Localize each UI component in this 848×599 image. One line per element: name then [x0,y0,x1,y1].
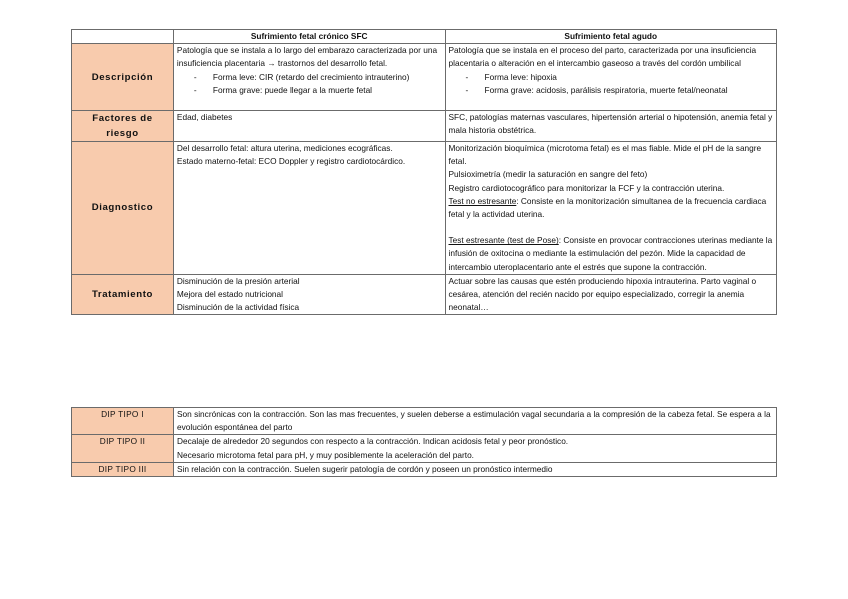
descripcion-agudo-list [449,71,773,97]
cell-descripcion-agudo [445,44,776,111]
test-no-estresante [449,195,773,221]
row-label-tratamiento: Tratamiento [72,274,174,315]
dip-table [71,407,777,477]
dip-label: DIP TIPO I [72,408,174,435]
diagnostico-cronico-line1: Del desarrollo fetal: altura uterina, mediciones ecográficas. [176,143,393,154]
cell-diagnostico-cronico [173,142,445,275]
dip-label: DIP TIPO III [72,462,174,476]
tratamiento-cronico-line1: Disminución de la presión arterial [176,275,300,286]
row-tratamiento [72,274,777,315]
descripcion-agudo-text: Patología que se instala en el proceso del parto, caracterizada por una insuficiencia placentaria o alteración en el intercambio gaseoso a través del cordón umbilical [448,45,757,69]
dip-label: DIP TIPO II [72,435,174,462]
header-cronico: Sufrimiento fetal crónico SFC [173,30,445,44]
tratamiento-cronico-line2: Mejora del estado nutricional [176,289,283,300]
dip-row [72,462,777,476]
comparison-table [71,29,777,315]
dip-row [72,408,777,435]
test-estresante-title: Test estresante (test de Pose) [448,235,559,246]
tratamiento-cronico-line3: Disminución de la actividad física [176,302,300,313]
list-item: - Forma grave: puede llegar a la muerte fetal [213,84,442,97]
dip-text: Sin relación con la contracción. Suelen sugerir patología de cordón y poseen un pronóstico intermedio [174,462,777,476]
header-row [72,30,777,44]
descripcion-cronico-list [177,71,442,97]
list-item: - Forma leve: hipoxia [485,71,773,84]
cell-factores-cronico: Edad, diabetes [173,111,445,142]
list-item: - Forma leve: CIR (retardo del crecimiento intrauterino) [213,71,442,84]
cell-descripcion-cronico [173,44,445,111]
dip-text: Son sincrónicas con la contracción. Son las mas frecuentes, y suelen deberse a estimulación vagal secundaria a la compresión de la cabeza fetal. Se espera a la evolución espontánea del parto [174,408,777,435]
dip-2-line1: Decalaje de alrededor 20 segundos con respecto a la contracción. Indican acidosis fetal y peor pronóstico. [177,436,569,447]
diagnostico-agudo-line2: Pulsioximetría (medir la saturación en sangre del feto) [448,169,648,180]
header-agudo: Sufrimiento fetal agudo [445,30,776,44]
test-no-estresante-title: Test no estresante [448,195,517,206]
cell-diagnostico-agudo [445,142,776,275]
list-item: - Forma grave: acidosis, parálisis respiratoria, muerte fetal/neonatal [485,84,773,97]
cell-factores-agudo: SFC, patologías maternas vasculares, hipertensión arterial o hipotensión, anemia fetal y mala historia obstétrica. [445,111,776,142]
diagnostico-cronico-line2: Estado materno-fetal: ECO Doppler y registro cardiotocárdico. [176,156,406,167]
descripcion-cronico-text: Patología que se instala a lo largo del embarazo caracterizada por una insuficiencia placentaria → trastornos del desarrollo fetal. [176,45,438,69]
dip-text [174,435,777,462]
diagnostico-agudo-line1: Monitorización bioquímica (microtoma fetal) es el mas fiable. Mide el pH de la sangre fetal. [448,143,762,167]
test-estresante-text: : Consiste en provocar contracciones uterinas mediante la infusión de oxitocina o mediante la estimulación del pezón. Mide la capacidad de intercambio uteroplacentario ante el estrés que supone la contracción. [448,235,773,272]
row-label-descripcion: Descripción [72,44,174,111]
header-blank [72,30,174,44]
row-label-factores: Factores de riesgo [72,111,174,142]
row-diagnostico [72,142,777,275]
test-no-estresante-text: : Consiste en la monitorización simultanea de la frecuencia cardiaca fetal y la actividad uterina. [448,195,767,220]
diagnostico-agudo-line3: Registro cardiotocográfico para monitorizar la FCF y la contracción uterina. [448,182,725,193]
row-factores [72,111,777,142]
cell-tratamiento-agudo: Actuar sobre las causas que estén produciendo hipoxia intrauterina. Parto vaginal o cesárea, atención del recién nacido por equipo especializado, corregir la anemia neonatal… [445,274,776,315]
dip-row [72,435,777,462]
cell-tratamiento-cronico [173,274,445,315]
row-label-diagnostico: Diagnostico [72,142,174,275]
row-descripcion [72,44,777,111]
test-estresante [449,234,773,274]
dip-2-line2: Necesario microtoma fetal para pH, y muy posiblemente la aceleración del parto. [177,449,474,460]
